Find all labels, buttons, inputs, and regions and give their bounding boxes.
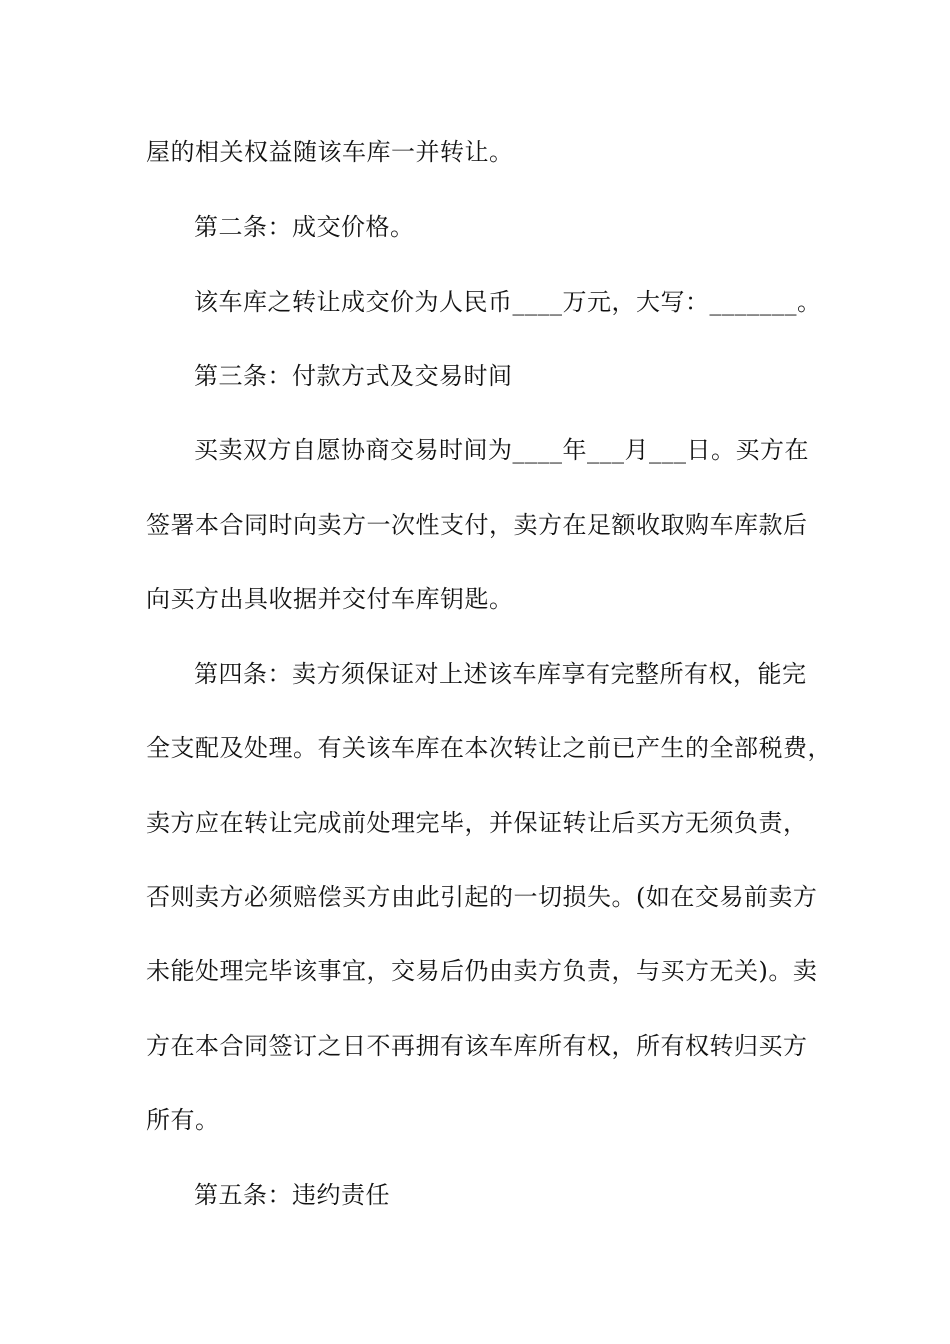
paragraph-line: 未能处理完毕该事宜，交易后仍由卖方负责，与买方无关)。卖 [146, 957, 818, 985]
paragraph-line: 否则卖方必须赔偿买方由此引起的一切损失。(如在交易前卖方 [146, 883, 818, 911]
clause-heading: 第四条：卖方须保证对上述该车库享有完整所有权，能完 [194, 660, 807, 688]
paragraph-line: 买卖双方自愿协商交易时间为____年___月___日。买方在 [194, 436, 809, 464]
paragraph-line: 屋的相关权益随该车库一并转让。 [146, 138, 514, 166]
clause-heading: 第二条：成交价格。 [194, 213, 415, 241]
clause-heading: 第五条：违约责任 [194, 1181, 390, 1209]
paragraph-line: 所有。 [146, 1106, 220, 1134]
paragraph-line: 全支配及处理。有关该车库在本次转让之前已产生的全部税费， [146, 734, 832, 762]
paragraph-line: 向买方出具收据并交付车库钥匙。 [146, 585, 514, 613]
paragraph-line: 签署本合同时向卖方一次性支付，卖方在足额收取购车库款后 [146, 511, 808, 539]
paragraph-line: 卖方应在转让完成前处理完毕，并保证转让后买方无须负责， [146, 809, 808, 837]
paragraph-line: 方在本合同签订之日不再拥有该车库所有权，所有权转归买方 [146, 1032, 808, 1060]
paragraph-line: 该车库之转让成交价为人民币____万元，大写：_______。 [194, 288, 822, 316]
clause-heading: 第三条：付款方式及交易时间 [194, 362, 513, 390]
